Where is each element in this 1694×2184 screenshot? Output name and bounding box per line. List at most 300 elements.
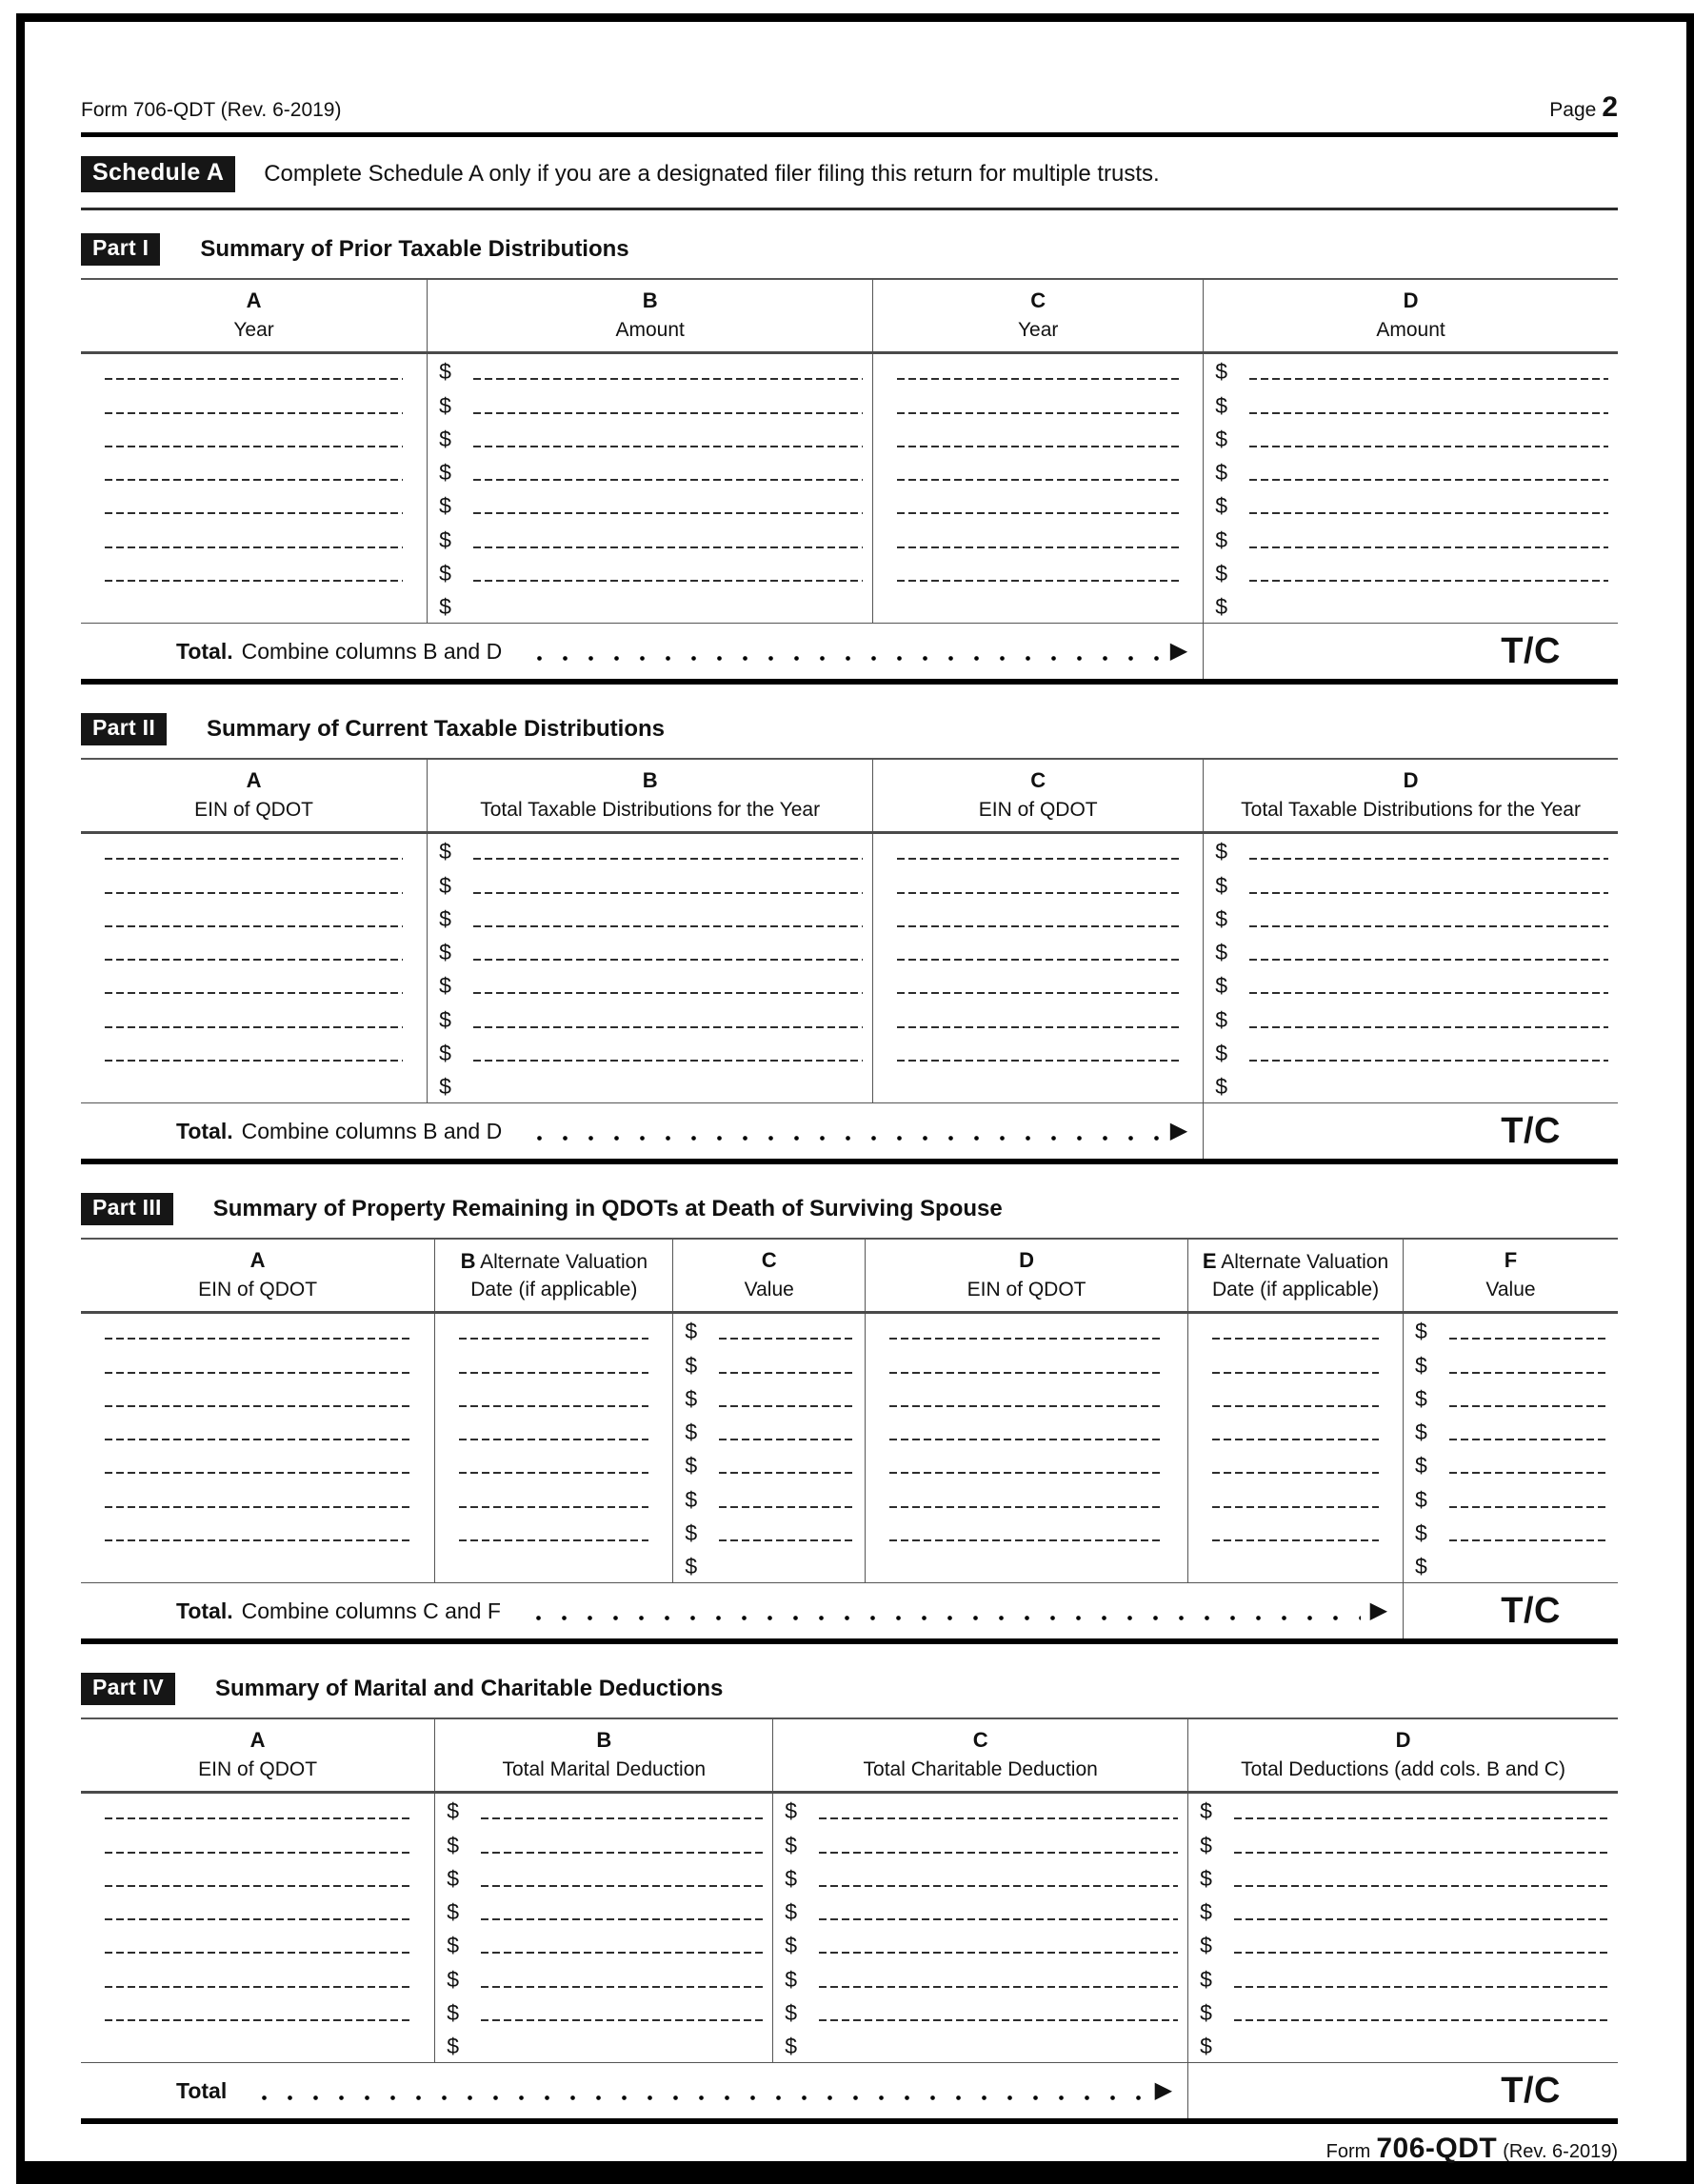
- entry-line[interactable]: [481, 1986, 763, 1988]
- entry-line[interactable]: [1249, 992, 1608, 994]
- part3-col-A-header: A EIN of QDOT: [198, 1248, 318, 1300]
- part1-section: [81, 233, 1618, 685]
- dollar-sign-icon: $: [785, 1999, 798, 2025]
- part4-col-D-row-8: [1188, 2029, 1618, 2062]
- entry-line[interactable]: [473, 378, 863, 380]
- part1-col-D-row-8: [1204, 589, 1618, 623]
- dollar-sign-icon: $: [1415, 1486, 1427, 1512]
- part4-col-C-row-2: [773, 1827, 1187, 1860]
- entry-line[interactable]: [105, 580, 403, 582]
- entry-line[interactable]: [105, 1472, 410, 1474]
- arrow-right-icon: ▶: [1369, 1598, 1388, 1623]
- entry-line[interactable]: [897, 959, 1179, 961]
- part2-col-B: [427, 834, 872, 1102]
- dollar-sign-icon: $: [785, 1899, 798, 1924]
- entry-line[interactable]: [1249, 1026, 1608, 1028]
- part4-col-A-row-2: [81, 1827, 434, 1860]
- entry-line[interactable]: [1249, 1060, 1608, 1062]
- part2-col-B-row-6: [428, 1002, 872, 1035]
- part2-col-A-row-5: [81, 968, 427, 1002]
- page-footer: [81, 2133, 1618, 2165]
- part3-col-E-row-5: [1188, 1448, 1403, 1481]
- dollar-sign-icon: $: [1200, 1798, 1212, 1824]
- page-number: 2: [1602, 91, 1618, 123]
- part3-title: Summary of Property Remaining in QDOTs at Death of Surviving Spouse: [212, 1196, 1003, 1221]
- part3-col-F-row-5: [1404, 1448, 1618, 1481]
- part4-col-A-row-6: [81, 1961, 434, 1995]
- entry-line[interactable]: [889, 1539, 1164, 1541]
- entry-line[interactable]: [481, 1885, 763, 1887]
- entry-line[interactable]: [897, 378, 1179, 380]
- part3-col-E-row-6: [1188, 1481, 1403, 1515]
- entry-line[interactable]: [473, 479, 863, 481]
- part1-col-D: [1203, 354, 1618, 623]
- part1-table: [81, 278, 1618, 685]
- part3-col-A-row-8: [81, 1549, 434, 1582]
- part3-col-A-row-2: [81, 1347, 434, 1380]
- entry-line[interactable]: [1212, 1405, 1379, 1407]
- entry-line[interactable]: [105, 446, 403, 447]
- dollar-sign-icon: $: [439, 460, 451, 485]
- entry-line[interactable]: [819, 1885, 1178, 1887]
- part3-col-C-header: C Value: [672, 1240, 865, 1311]
- part1-col-A-row-6: [81, 522, 427, 555]
- dollar-sign-icon: $: [1215, 839, 1227, 864]
- part1-col-A-header: A Year: [233, 288, 274, 341]
- entry-line[interactable]: [889, 1472, 1164, 1474]
- part3-col-F-row-7: [1404, 1516, 1618, 1549]
- part3-col-C-row-6: [673, 1481, 865, 1515]
- part3-col-D-row-1: [866, 1314, 1187, 1347]
- dollar-sign-icon: $: [447, 1832, 460, 1857]
- part2-col-B-row-7: [428, 1036, 872, 1069]
- dollar-sign-icon: $: [1200, 2034, 1212, 2058]
- schedule-banner: [81, 156, 1618, 192]
- part1-col-C-row-1: [873, 354, 1203, 387]
- entry-line[interactable]: [105, 512, 403, 514]
- entry-line[interactable]: [473, 925, 863, 927]
- entry-line[interactable]: [897, 512, 1179, 514]
- entry-line[interactable]: [889, 1372, 1164, 1374]
- part1-col-A-row-5: [81, 488, 427, 522]
- part1-col-C-header: C Year: [872, 280, 1203, 351]
- dollar-sign-icon: $: [439, 1074, 451, 1099]
- entry-line[interactable]: [473, 959, 863, 961]
- part2-col-C-row-2: [873, 867, 1203, 901]
- dollar-sign-icon: $: [1215, 594, 1227, 619]
- part4-col-C: [772, 1794, 1187, 2062]
- part2-col-D-row-6: [1204, 1002, 1618, 1035]
- entry-line[interactable]: [897, 925, 1179, 927]
- entry-line[interactable]: [105, 1338, 410, 1340]
- page-content: [81, 91, 1618, 2165]
- part4-column-headers: [81, 1717, 1618, 1794]
- part4-col-D-row-1: [1188, 1794, 1618, 1827]
- dollar-sign-icon: $: [1200, 1933, 1212, 1958]
- part3-col-B: [434, 1314, 672, 1582]
- entry-line[interactable]: [1234, 1885, 1608, 1887]
- entry-line[interactable]: [481, 1852, 763, 1854]
- part1-total-amount: T/C: [1501, 630, 1561, 671]
- entry-line[interactable]: [1449, 1439, 1608, 1440]
- entry-line[interactable]: [1212, 1472, 1379, 1474]
- entry-line[interactable]: [889, 1405, 1164, 1407]
- part3-col-D-row-3: [866, 1381, 1187, 1415]
- dollar-sign-icon: $: [1215, 526, 1227, 552]
- part4-col-B-row-7: [435, 1995, 772, 2029]
- entry-line[interactable]: [719, 1539, 855, 1541]
- part2-col-B-row-3: [428, 902, 872, 935]
- part3-col-E-header: E Alternate Valuation Date (if applicable): [1187, 1240, 1403, 1311]
- entry-line[interactable]: [1249, 412, 1608, 414]
- part1-col-C-row-8: [873, 589, 1203, 623]
- entry-line[interactable]: [105, 1986, 410, 1988]
- part1-col-B-row-6: [428, 522, 872, 555]
- entry-line[interactable]: [897, 892, 1179, 894]
- part4-col-B-row-1: [435, 1794, 772, 1827]
- entry-line[interactable]: [897, 446, 1179, 447]
- part1-col-B-row-2: [428, 387, 872, 421]
- entry-line[interactable]: [473, 858, 863, 860]
- entry-line[interactable]: [105, 1026, 403, 1028]
- part3-col-B-row-1: [435, 1314, 672, 1347]
- part4-col-B-row-3: [435, 1861, 772, 1895]
- entry-line[interactable]: [719, 1405, 855, 1407]
- entry-line[interactable]: [819, 1986, 1178, 1988]
- dollar-sign-icon: $: [685, 1319, 698, 1344]
- part3-body: [81, 1314, 1618, 1583]
- entry-line[interactable]: [897, 992, 1179, 994]
- footer-form-number: 706-QDT: [1376, 2133, 1498, 2164]
- part4-total-amount-cell[interactable]: [1187, 2063, 1618, 2118]
- part3-col-F: [1403, 1314, 1618, 1582]
- entry-line[interactable]: [459, 1372, 648, 1374]
- entry-line[interactable]: [459, 1439, 648, 1440]
- entry-line[interactable]: [1449, 1472, 1608, 1474]
- entry-line[interactable]: [481, 2019, 763, 2021]
- entry-line[interactable]: [1449, 1506, 1608, 1508]
- entry-line[interactable]: [897, 412, 1179, 414]
- part3-col-C-row-4: [673, 1415, 865, 1448]
- page-label: Page: [1549, 99, 1597, 121]
- entry-line[interactable]: [105, 1817, 410, 1819]
- part2-column-headers: [81, 758, 1618, 834]
- entry-line[interactable]: [897, 546, 1179, 548]
- entry-line[interactable]: [105, 1952, 410, 1954]
- entry-line[interactable]: [719, 1372, 855, 1374]
- part3-col-C-row-7: [673, 1516, 865, 1549]
- part3-col-E-row-2: [1188, 1347, 1403, 1380]
- entry-line[interactable]: [105, 1539, 410, 1541]
- entry-line[interactable]: [889, 1439, 1164, 1440]
- part1-col-D-row-2: [1204, 387, 1618, 421]
- entry-line[interactable]: [1249, 858, 1608, 860]
- entry-line[interactable]: [105, 1885, 410, 1887]
- part3-label: Part III: [81, 1193, 173, 1225]
- part4-col-D-row-3: [1188, 1861, 1618, 1895]
- part3-col-E-row-1: [1188, 1314, 1403, 1347]
- part2-section: [81, 713, 1618, 1164]
- entry-line[interactable]: [473, 446, 863, 447]
- part2-col-C-row-6: [873, 1002, 1203, 1035]
- entry-line[interactable]: [1234, 1852, 1608, 1854]
- part2-col-A: [81, 834, 427, 1102]
- entry-line[interactable]: [1212, 1506, 1379, 1508]
- entry-line[interactable]: [1234, 1918, 1608, 1920]
- entry-line[interactable]: [1234, 2019, 1608, 2021]
- entry-line[interactable]: [105, 959, 403, 961]
- part2-col-D-row-7: [1204, 1036, 1618, 1069]
- part2-col-D-row-4: [1204, 935, 1618, 968]
- part1-body: [81, 354, 1618, 624]
- part4-col-B-row-5: [435, 1928, 772, 1961]
- entry-line[interactable]: [105, 858, 403, 860]
- part2-col-D-row-3: [1204, 902, 1618, 935]
- part3-col-D-header: D EIN of QDOT: [865, 1240, 1187, 1311]
- entry-line[interactable]: [105, 479, 403, 481]
- entry-line[interactable]: [1212, 1539, 1379, 1541]
- part4-col-C-header: C Total Charitable Deduction: [772, 1719, 1187, 1791]
- entry-line[interactable]: [719, 1506, 855, 1508]
- entry-line[interactable]: [105, 1405, 410, 1407]
- entry-line[interactable]: [1249, 512, 1608, 514]
- entry-line[interactable]: [1234, 1986, 1608, 1988]
- part2-col-B-header: B Total Taxable Distributions for the Year: [427, 760, 872, 831]
- entry-line[interactable]: [897, 1060, 1179, 1062]
- part1-col-C: [872, 354, 1203, 623]
- part3-section: [81, 1193, 1618, 1644]
- entry-line[interactable]: [719, 1472, 855, 1474]
- dollar-sign-icon: $: [447, 1933, 460, 1958]
- entry-line[interactable]: [897, 1026, 1179, 1028]
- dollar-sign-icon: $: [447, 1899, 460, 1924]
- entry-line[interactable]: [1249, 446, 1608, 447]
- part3-col-A-row-6: [81, 1481, 434, 1515]
- dollar-sign-icon: $: [685, 1453, 698, 1479]
- part1-col-B-row-5: [428, 488, 872, 522]
- part3-col-F-row-4: [1404, 1415, 1618, 1448]
- dollar-sign-icon: $: [1415, 1453, 1427, 1479]
- entry-line[interactable]: [1234, 1952, 1608, 1954]
- entry-line[interactable]: [459, 1338, 648, 1340]
- dollar-sign-icon: $: [447, 1865, 460, 1891]
- dollar-sign-icon: $: [685, 1486, 698, 1512]
- dollar-sign-icon: $: [1200, 1966, 1212, 1992]
- schedule-a-label: Schedule A: [81, 156, 235, 192]
- part1-col-C-row-5: [873, 488, 1203, 522]
- entry-line[interactable]: [1449, 1405, 1608, 1407]
- part1-col-D-row-7: [1204, 556, 1618, 589]
- form-id-header: Form 706-QDT (Rev. 6-2019): [81, 99, 342, 121]
- part2-title: Summary of Current Taxable Distributions: [207, 716, 665, 742]
- entry-line[interactable]: [481, 1817, 763, 1819]
- entry-line[interactable]: [1249, 378, 1608, 380]
- entry-line[interactable]: [105, 925, 403, 927]
- part3-total-description: Combine columns C and F: [241, 1598, 501, 1623]
- dollar-sign-icon: $: [439, 526, 451, 552]
- dollar-sign-icon: $: [1200, 1865, 1212, 1891]
- entry-line[interactable]: [1234, 1817, 1608, 1819]
- entry-line[interactable]: [105, 1852, 410, 1854]
- entry-line[interactable]: [473, 546, 863, 548]
- entry-line[interactable]: [1449, 1539, 1608, 1541]
- entry-line[interactable]: [819, 1817, 1178, 1819]
- entry-line[interactable]: [1249, 959, 1608, 961]
- entry-line[interactable]: [473, 1060, 863, 1062]
- dot-leader: [527, 656, 1161, 661]
- part2-col-A-row-3: [81, 902, 427, 935]
- part2-col-D-row-5: [1204, 968, 1618, 1002]
- dollar-sign-icon: $: [685, 1352, 698, 1378]
- part3-col-A-row-1: [81, 1314, 434, 1347]
- part2-col-A-header: A EIN of QDOT: [194, 768, 313, 821]
- part1-label: Part I: [81, 233, 160, 266]
- entry-line[interactable]: [459, 1405, 648, 1407]
- part1-col-C-row-3: [873, 422, 1203, 455]
- part4-col-B-header: B Total Marital Deduction: [434, 1719, 772, 1791]
- dollar-sign-icon: $: [439, 973, 451, 999]
- part1-col-A: [81, 354, 427, 623]
- part4-total-label: Total: [176, 2077, 228, 2103]
- entry-line[interactable]: [819, 1852, 1178, 1854]
- part1-col-D-row-1: [1204, 354, 1618, 387]
- part4-col-B: [434, 1794, 772, 2062]
- dollar-sign-icon: $: [1215, 493, 1227, 519]
- entry-line[interactable]: [105, 1506, 410, 1508]
- part1-col-B-row-7: [428, 556, 872, 589]
- part2-col-D-header: D Total Taxable Distributions for the Year: [1203, 760, 1618, 831]
- dollar-sign-icon: $: [439, 1040, 451, 1065]
- entry-line[interactable]: [105, 1439, 410, 1440]
- dollar-sign-icon: $: [785, 1933, 798, 1958]
- part3-col-F-header: F Value: [1403, 1240, 1618, 1311]
- part4-section: [81, 1673, 1618, 2124]
- part1-header: [81, 233, 1618, 266]
- part1-col-B-row-8: [428, 589, 872, 623]
- entry-line[interactable]: [1249, 546, 1608, 548]
- entry-line[interactable]: [459, 1506, 648, 1508]
- part4-col-D-row-2: [1188, 1827, 1618, 1860]
- part3-col-A-row-7: [81, 1516, 434, 1549]
- dollar-sign-icon: $: [785, 1966, 798, 1992]
- part1-col-D-header: D Amount: [1203, 280, 1618, 351]
- part3-col-E: [1187, 1314, 1403, 1582]
- part3-total-amount-cell[interactable]: [1403, 1583, 1618, 1638]
- entry-line[interactable]: [459, 1539, 648, 1541]
- dollar-sign-icon: $: [439, 392, 451, 418]
- part1-total-amount-cell[interactable]: [1203, 624, 1618, 679]
- part1-col-B-row-4: [428, 455, 872, 488]
- entry-line[interactable]: [819, 1952, 1178, 1954]
- part2-col-D: [1203, 834, 1618, 1102]
- entry-line[interactable]: [1249, 892, 1608, 894]
- entry-line[interactable]: [473, 412, 863, 414]
- entry-line[interactable]: [819, 1918, 1178, 1920]
- entry-line[interactable]: [473, 580, 863, 582]
- part2-body: [81, 834, 1618, 1103]
- part1-col-B-row-1: [428, 354, 872, 387]
- part4-col-C-row-4: [773, 1895, 1187, 1928]
- part3-col-F-row-1: [1404, 1314, 1618, 1347]
- entry-line[interactable]: [473, 512, 863, 514]
- part4-col-C-row-6: [773, 1961, 1187, 1995]
- part1-col-A-row-7: [81, 556, 427, 589]
- part3-col-C-row-5: [673, 1448, 865, 1481]
- part3-col-D-row-5: [866, 1448, 1187, 1481]
- part1-column-headers: [81, 278, 1618, 354]
- entry-line[interactable]: [105, 2019, 410, 2021]
- part1-col-C-row-4: [873, 455, 1203, 488]
- entry-line[interactable]: [889, 1338, 1164, 1340]
- entry-line[interactable]: [897, 479, 1179, 481]
- entry-line[interactable]: [105, 892, 403, 894]
- entry-line[interactable]: [897, 858, 1179, 860]
- entry-line[interactable]: [897, 580, 1179, 582]
- part2-col-A-row-6: [81, 1002, 427, 1035]
- entry-line[interactable]: [481, 1918, 763, 1920]
- entry-line[interactable]: [105, 1060, 403, 1062]
- dollar-sign-icon: $: [439, 940, 451, 964]
- dollar-sign-icon: $: [685, 1519, 698, 1545]
- part2-col-C-row-5: [873, 968, 1203, 1002]
- part1-title: Summary of Prior Taxable Distributions: [200, 236, 629, 262]
- entry-line[interactable]: [1449, 1338, 1608, 1340]
- part4-col-A-row-4: [81, 1895, 434, 1928]
- dollar-sign-icon: $: [1215, 1040, 1227, 1065]
- part3-col-D-row-2: [866, 1347, 1187, 1380]
- dollar-sign-icon: $: [439, 872, 451, 898]
- entry-line[interactable]: [1249, 479, 1608, 481]
- entry-line[interactable]: [459, 1472, 648, 1474]
- part2-col-B-row-5: [428, 968, 872, 1002]
- entry-line[interactable]: [889, 1506, 1164, 1508]
- entry-line[interactable]: [1212, 1372, 1379, 1374]
- entry-line[interactable]: [1212, 1338, 1379, 1340]
- entry-line[interactable]: [1449, 1372, 1608, 1374]
- part3-col-E-row-4: [1188, 1415, 1403, 1448]
- part3-col-D-row-6: [866, 1481, 1187, 1515]
- entry-line[interactable]: [105, 992, 403, 994]
- footer-revision: (Rev. 6-2019): [1503, 2141, 1618, 2162]
- dollar-sign-icon: $: [785, 2034, 798, 2058]
- entry-line[interactable]: [481, 1952, 763, 1954]
- entry-line[interactable]: [1249, 580, 1608, 582]
- part3-header: [81, 1193, 1618, 1225]
- part4-label: Part IV: [81, 1673, 175, 1705]
- part2-total-amount-cell[interactable]: [1203, 1103, 1618, 1159]
- entry-line[interactable]: [105, 546, 403, 548]
- part4-col-A-row-5: [81, 1928, 434, 1961]
- part2-total-label: Total.: [176, 1118, 233, 1143]
- part3-col-B-header: B Alternate Valuation Date (if applicable): [434, 1240, 672, 1311]
- entry-line[interactable]: [105, 1918, 410, 1920]
- part4-col-A: [81, 1794, 434, 2062]
- entry-line[interactable]: [473, 892, 863, 894]
- entry-line[interactable]: [105, 412, 403, 414]
- entry-line[interactable]: [1249, 925, 1608, 927]
- entry-line[interactable]: [819, 2019, 1178, 2021]
- part4-table: [81, 1717, 1618, 2124]
- entry-line[interactable]: [473, 1026, 863, 1028]
- entry-line[interactable]: [105, 1372, 410, 1374]
- entry-line[interactable]: [1212, 1439, 1379, 1440]
- entry-line[interactable]: [719, 1439, 855, 1440]
- arrow-right-icon: ▶: [1169, 1118, 1188, 1143]
- part4-col-A-row-7: [81, 1995, 434, 2029]
- entry-line[interactable]: [105, 378, 403, 380]
- entry-line[interactable]: [473, 992, 863, 994]
- entry-line[interactable]: [719, 1338, 855, 1340]
